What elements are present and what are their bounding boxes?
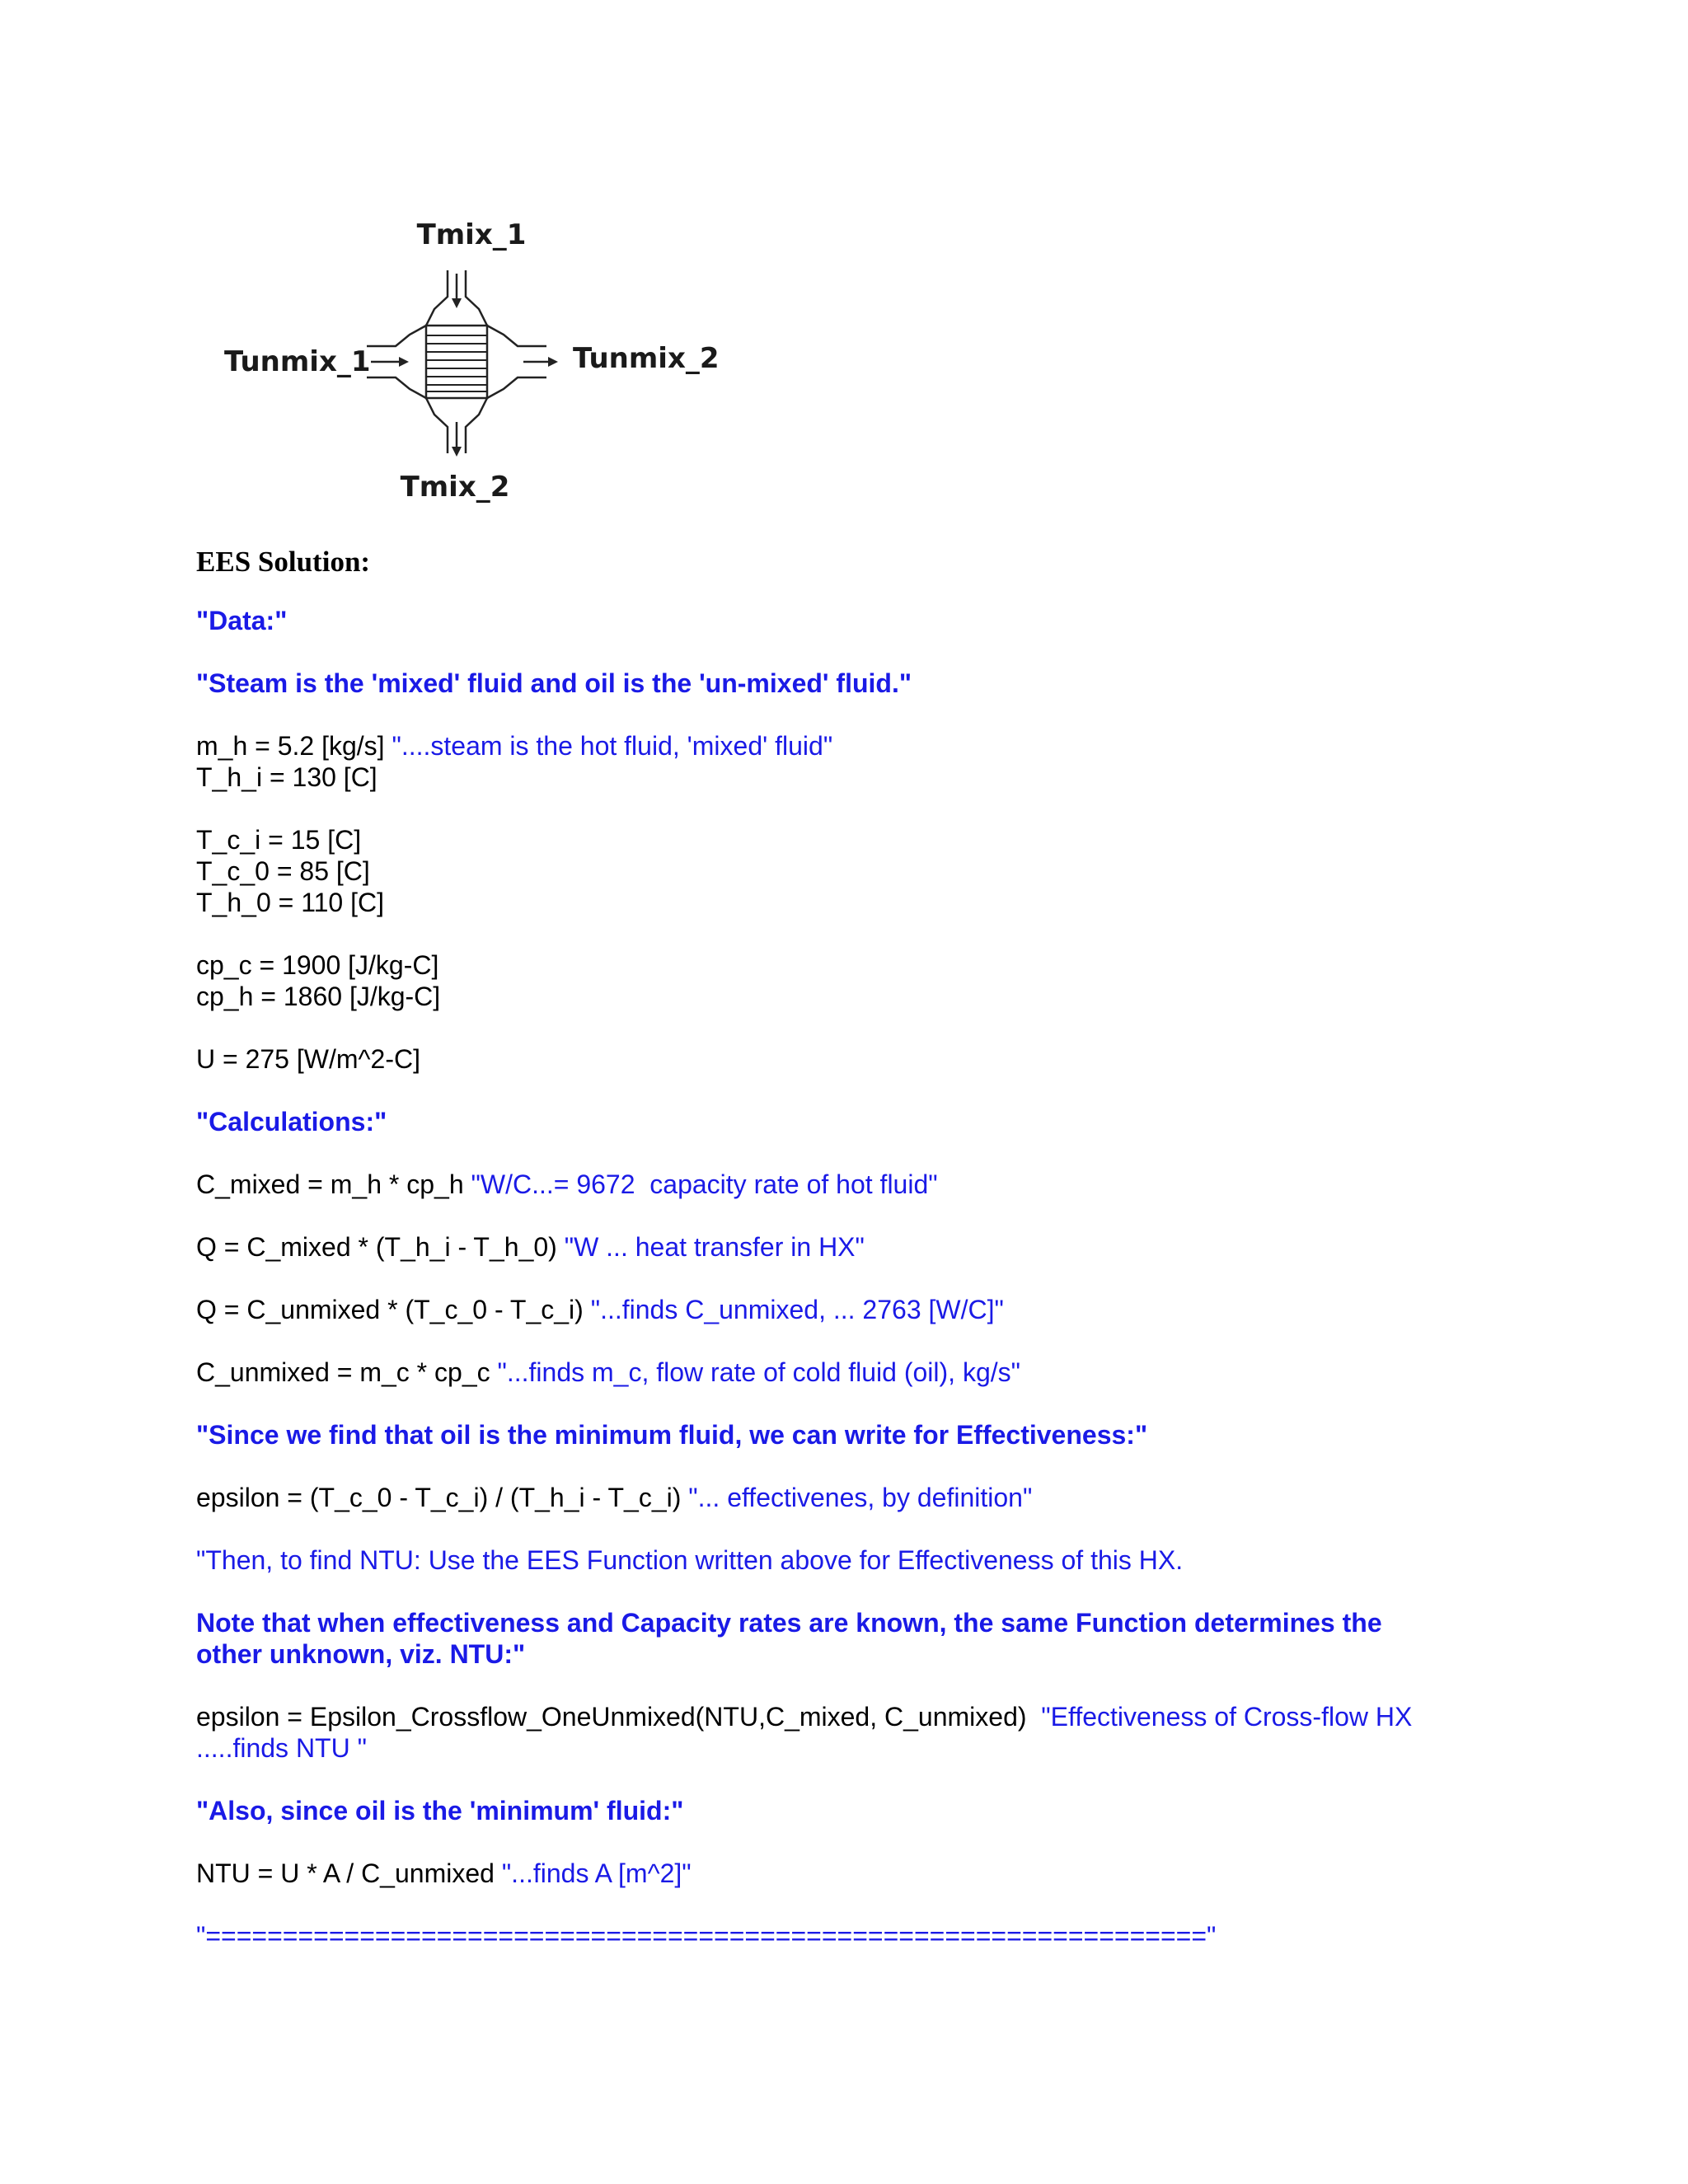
q1-comment: "W ... heat transfer in HX" [564,1232,865,1262]
m-h-comment: "....steam is the hot fluid, 'mixed' fluid" [392,731,833,761]
epsilon-function-comment-cont: .....finds NTU " [196,1733,367,1763]
minimum-fluid-note: "Since we find that oil is the minimum fluid, we can write for Effectiveness:" [196,1420,1148,1450]
epsilon-definition-code: epsilon = (T_c_0 - T_c_i) / (T_h_i - T_c_i) [196,1483,689,1512]
section-heading: EES Solution: [196,546,371,578]
q2-code: Q = C_unmixed * (T_c_0 - T_c_i) [196,1295,591,1324]
data-title: "Data:" [196,606,288,635]
q1-line [196,1231,1482,1263]
label-tunmix-2: Tunmix_2 [573,342,720,375]
epsilon-function-line [196,1701,1482,1732]
q1-code: Q = C_mixed * (T_h_i - T_h_0) [196,1232,565,1262]
q2-comment: "...finds C_unmixed, ... 2763 [W/C]" [590,1295,1004,1324]
epsilon-function-comment: "Effectiveness of Cross-flow HX [1041,1702,1413,1732]
epsilon-function-code: epsilon = Epsilon_Crossflow_OneUnmixed(NTU,C_mixed, C_unmixed) [196,1702,1042,1732]
ees-solution [196,544,1482,1952]
c-mixed-comment: "W/C...= 9672 capacity rate of hot fluid" [471,1169,938,1199]
function-note-line-1: Note that when effectiveness and Capacity rates are known, the same Function determines the [196,1608,1382,1638]
label-tmix-1: Tmix_1 [416,218,527,251]
u-line: U = 275 [W/m^2-C] [196,1044,420,1074]
epsilon-definition-comment: "... effectivenes, by definition" [688,1483,1033,1512]
t-h-0-line: T_h_0 = 110 [C] [196,888,384,917]
mixed-fluid-note: "Steam is the 'mixed' fluid and oil is the 'un-mixed' fluid." [196,668,912,698]
c-mixed-code: C_mixed = m_h * cp_h [196,1169,471,1199]
t-h-i-line: T_h_i = 130 [C] [196,762,377,792]
epsilon-definition-line [196,1482,1482,1513]
cp-h-line: cp_h = 1860 [J/kg-C] [196,982,441,1011]
then-ntu-note: "Then, to find NTU: Use the EES Function written above for Effectiveness of this HX. [196,1545,1184,1575]
label-tmix-2: Tmix_2 [400,471,510,504]
also-minimum-note: "Also, since oil is the 'minimum' fluid:" [196,1796,684,1825]
q2-line [196,1294,1482,1325]
c-mixed-line [196,1169,1482,1200]
separator-line: "=================================================================" [196,1921,1217,1951]
c-unmixed-code: C_unmixed = m_c * cp_c [196,1357,498,1387]
calculations-title: "Calculations:" [196,1107,387,1137]
cp-c-line: cp_c = 1900 [J/kg-C] [196,950,439,980]
m-h-line [196,730,1482,762]
label-tunmix-1: Tunmix_1 [224,345,371,378]
ntu-line [196,1858,1482,1889]
m-h-code: m_h = 5.2 [kg/s] [196,731,392,761]
c-unmixed-comment: "...finds m_c, flow rate of cold fluid (oil), kg/s" [497,1357,1020,1387]
function-note-line-2: other unknown, viz. NTU:" [196,1639,526,1669]
t-c-0-line: T_c_0 = 85 [C] [196,856,370,886]
ntu-comment: "...finds A [m^2]" [501,1858,692,1888]
t-c-i-line: T_c_i = 15 [C] [196,825,362,855]
ntu-code: NTU = U * A / C_unmixed [196,1858,502,1888]
crossflow-hx-diagram [210,206,738,519]
c-unmixed-line [196,1357,1482,1388]
